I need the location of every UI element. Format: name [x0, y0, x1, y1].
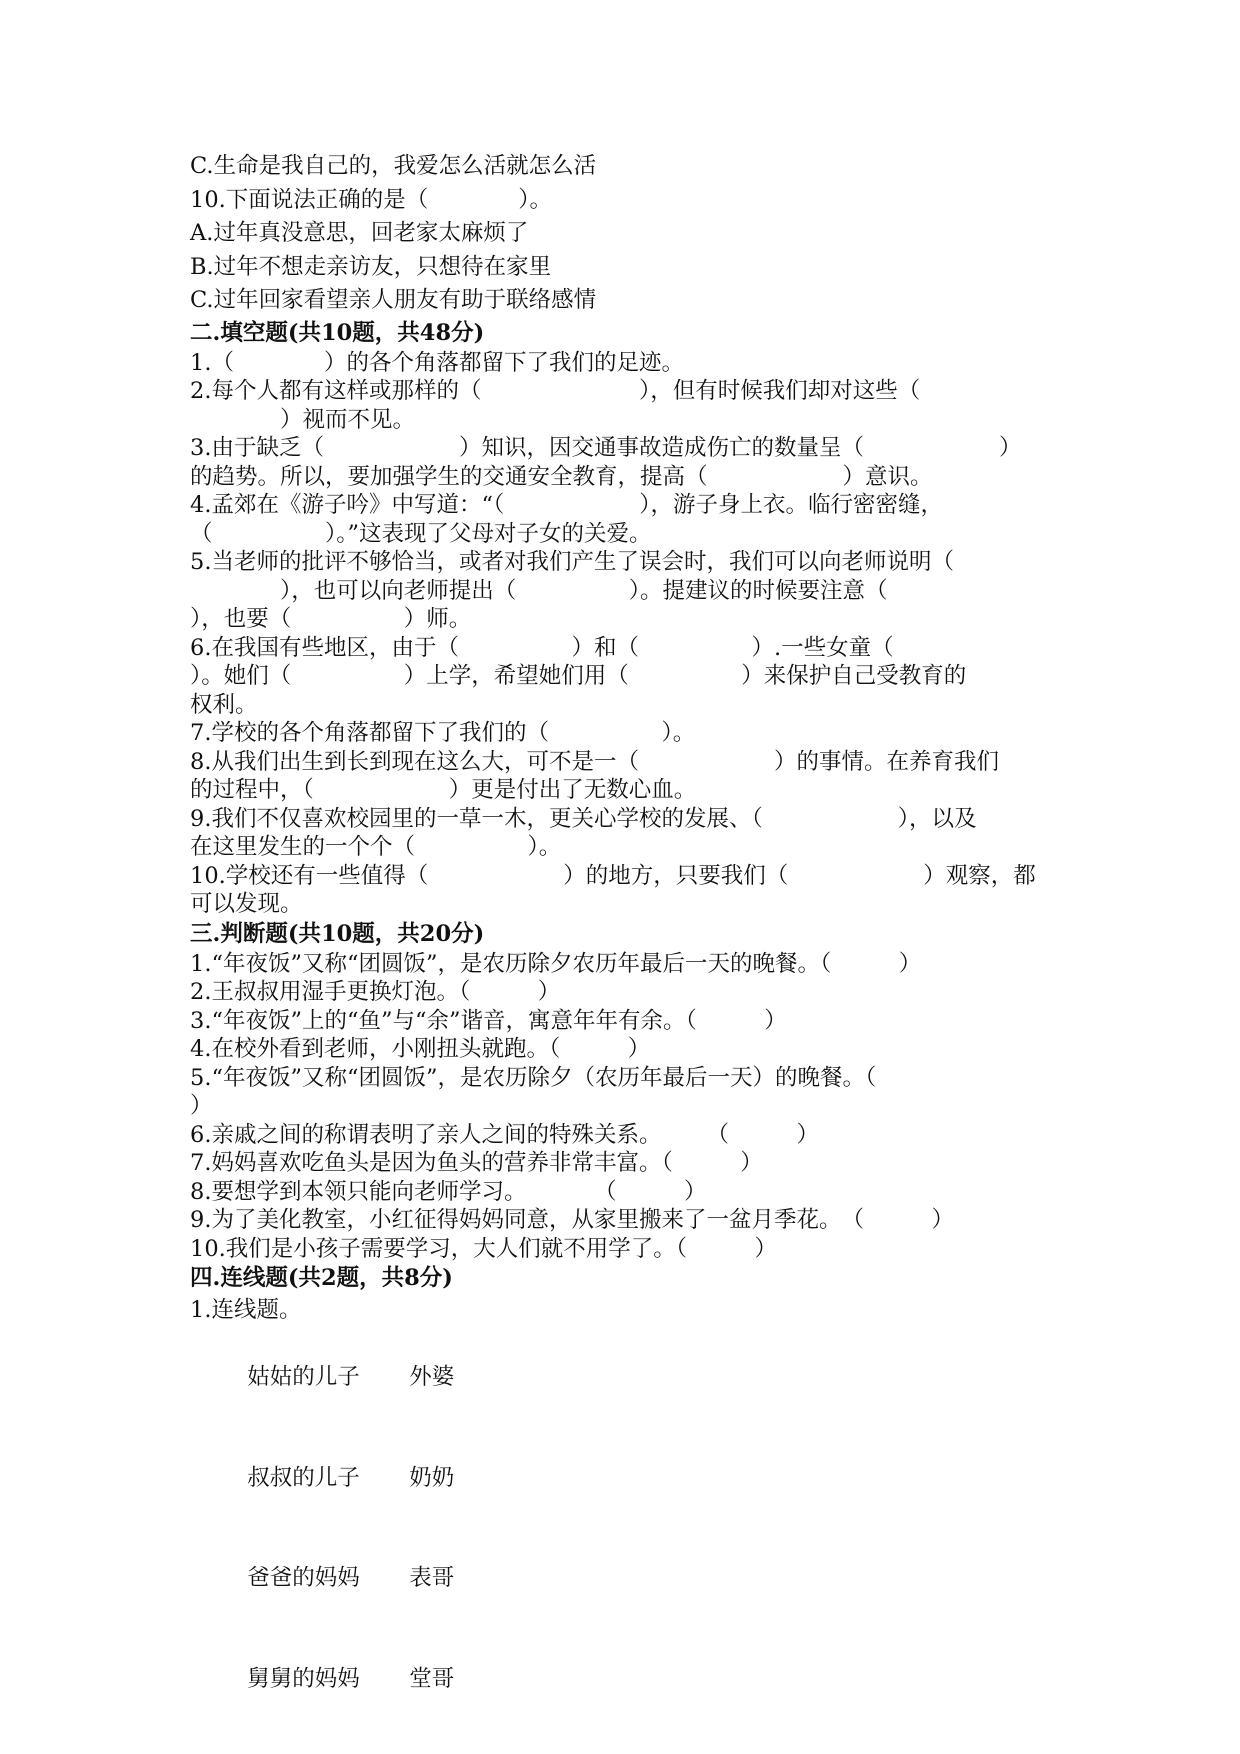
fill-line: ），也要（ ）师。: [190, 606, 472, 632]
matching-left-item: 姑姑的儿子: [247, 1364, 360, 1390]
matching-pair: [190, 1328, 1060, 1429]
fill-line: （ ）。”这表现了父母对子女的关爱。: [190, 520, 652, 547]
tf-line: 3.“年夜饭”上的“鱼”与“余”谐音，寓意年年有余。（ ）: [190, 1007, 787, 1034]
matching-left-item: 舅舅的妈妈: [247, 1665, 360, 1692]
tf-line: 7.妈妈喜欢吃鱼头是因为鱼头的营养非常丰富。（ ）: [190, 1150, 763, 1176]
fill-line: 6.在我国有些地区，由于（ ）和（ ）.一些女童（: [190, 634, 894, 661]
tf-line: 10.我们是小孩子需要学习，大人们就不用学了。（ ）: [190, 1235, 778, 1262]
fill-line: 9.我们不仅喜欢校园里的一草一木，更关心学校的发展、（ ），以及: [190, 805, 977, 832]
matching-q1-title: 1.连线题。: [190, 1297, 302, 1323]
tf-line: 6.亲戚之间的称谓表明了亲人之间的特殊关系。 （ ）: [190, 1121, 819, 1148]
matching-right-item: 奶奶: [409, 1464, 455, 1491]
fill-line: 5.当老师的批评不够恰当，或者对我们产生了误会时，我们可以向老师说明（: [190, 549, 954, 575]
fill-line: 8.从我们出生到长到现在这么大，可不是一（ ）的事情。在养育我们: [190, 748, 999, 775]
tf-line: 2.王叔叔用湿手更换灯泡。（ ）: [190, 979, 561, 1005]
true-false-section: [190, 919, 1060, 1264]
q10-option-c: C.过年回家看望亲人朋友有助于联络感情: [190, 287, 597, 313]
fill-line: 权利。: [190, 691, 258, 718]
fill-line: 7.学校的各个角落都留下了我们的（ ）。: [190, 720, 696, 746]
q10-stem: 10.下面说法正确的是（ ）。: [190, 186, 553, 213]
fill-line: 4.孟郊在《游子吟》中写道：“（ ），游子身上衣。临行密密缝，: [190, 492, 943, 518]
matching-right-item: 外婆: [409, 1364, 455, 1390]
fill-line: 1.（ ）的各个角落都留下了我们的足迹。: [190, 349, 684, 376]
fill-line: 的趋势。所以，要加强学生的交通安全教育，提高（ ）意识。: [190, 463, 933, 490]
tf-line: 5.“年夜饭”又称“团圆饭”，是农历除夕（农历年最后一天）的晚餐。（: [190, 1064, 877, 1091]
fill-line: 10.学校还有一些值得（ ）的地方，只要我们（ ）观察，都: [190, 862, 1036, 889]
tf-line: 8.要想学到本领只能向老师学习。 （ ）: [190, 1178, 707, 1205]
fill-line: 可以发现。: [190, 891, 303, 917]
fill-line: 在这里发生的一个个（ ）。: [190, 834, 562, 860]
tf-line: 1.“年夜饭”又称“团圆饭”，是农历除夕农历年最后一天的晚餐。（ ）: [190, 950, 922, 977]
matching-right-item: 表哥: [409, 1565, 455, 1591]
q10-option-a: A.过年真没意思，回老家太麻烦了: [190, 220, 529, 246]
matching-section: [190, 1263, 1060, 1730]
fill-line: ）视而不见。: [190, 406, 416, 433]
matching-pair: [190, 1529, 1060, 1630]
fill-line: 3.由于缺乏（ ）知识，因交通事故造成伤亡的数量呈（ ）: [190, 435, 1022, 461]
matching-pair: [190, 1629, 1060, 1730]
fill-blank-heading: 二.填空题(共10题，共48分): [190, 319, 485, 346]
choice-section-tail: [190, 150, 1060, 318]
tf-line: 9.为了美化教室，小红征得妈妈同意，从家里搬来了一盆月季花。 （ ）: [190, 1207, 954, 1233]
q10-option-b: B.过年不想走亲访友，只想待在家里: [190, 253, 552, 280]
matching-pair: [190, 1428, 1060, 1529]
tf-line: 4.在校外看到老师，小刚扭头就跑。（ ）: [190, 1036, 651, 1062]
q9-option-c: C.生命是我自己的，我爱怎么活就怎么活: [190, 153, 597, 179]
fill-line: ）。她们（ ）上学，希望她们用（ ）来保护自己受教育的: [190, 663, 967, 689]
matching-right-item: 堂哥: [409, 1665, 455, 1692]
matching-left-item: 爸爸的妈妈: [247, 1565, 360, 1591]
fill-line: 2.每个人都有这样或那样的（ ），但有时候我们却对这些（: [190, 378, 921, 404]
tf-line: ）: [190, 1093, 213, 1119]
fill-line: ），也可以向老师提出（ ）。提建议的时候要注意（: [190, 577, 888, 604]
fill-blank-section: [190, 318, 1060, 919]
matching-left-item: 叔叔的儿子: [247, 1464, 360, 1491]
worksheet-content: [190, 150, 1060, 1730]
fill-line: 的过程中，（ ）更是付出了无数心血。: [190, 777, 697, 803]
true-false-heading: 三.判断题(共10题，共20分): [190, 920, 485, 947]
matching-heading: 四.连线题(共2题，共8分): [190, 1265, 453, 1291]
